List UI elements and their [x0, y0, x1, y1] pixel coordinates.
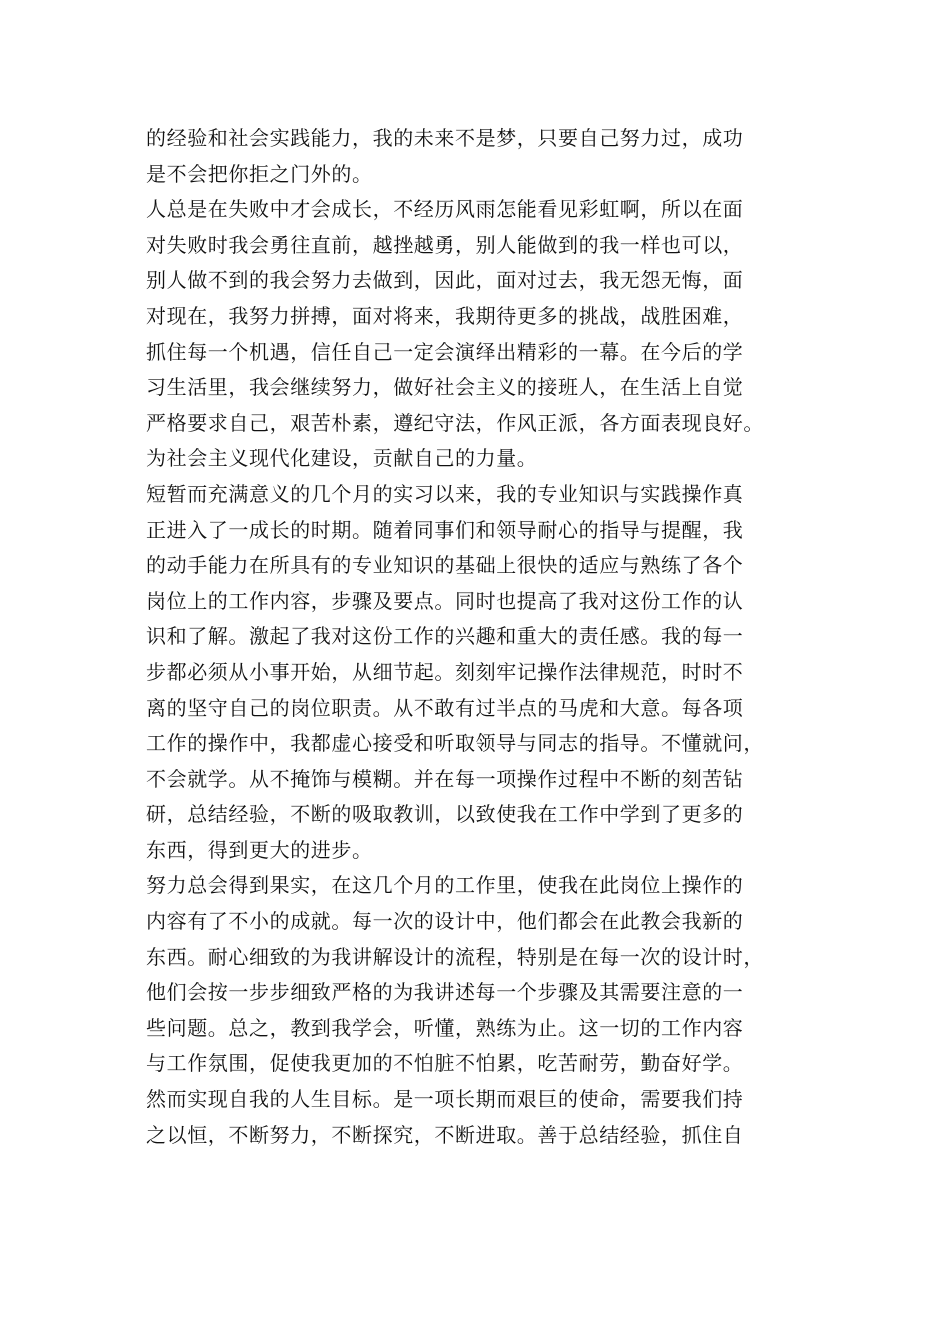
- text-line: 然而实现自我的人生目标。是一项长期而艰巨的使命，需要我们持: [146, 1087, 744, 1112]
- text-line: 对现在，我努力拼搏，面对将来，我期待更多的挑战，战胜困难，: [146, 303, 744, 328]
- text-line: 对失败时我会勇往直前，越挫越勇，别人能做到的我一样也可以，: [146, 232, 744, 257]
- text-line: 是不会把你拒之门外的。: [146, 161, 373, 186]
- text-line: 别人做不到的我会努力去做到，因此，面对过去，我无怨无悔，面: [146, 268, 744, 293]
- text-line: 工作的操作中，我都虚心接受和听取领导与同志的指导。不懂就问，: [146, 731, 764, 756]
- document-body-text: [146, 121, 818, 1153]
- text-line: 岗位上的工作内容，步骤及要点。同时也提高了我对这份工作的认: [146, 588, 744, 613]
- text-line: 内容有了不小的成就。每一次的设计中，他们都会在此教会我新的: [146, 909, 744, 934]
- text-line: 不会就学。从不掩饰与模糊。并在每一项操作过程中不断的刻苦钻: [146, 766, 744, 791]
- text-line: 之以恒，不断努力，不断探究，不断进取。善于总结经验，抓住自: [146, 1122, 744, 1147]
- text-line: 短暂而充满意义的几个月的实习以来，我的专业知识与实践操作真: [146, 481, 744, 506]
- text-line: 人总是在失败中才会成长，不经历风雨怎能看见彩虹啊，所以在面: [146, 197, 744, 222]
- text-line: 抓住每一个机遇，信任自己一定会演绎出精彩的一幕。在今后的学: [146, 339, 744, 364]
- text-line: 习生活里，我会继续努力，做好社会主义的接班人，在生活上自觉: [146, 375, 744, 400]
- text-line: 离的坚守自己的岗位职责。从不敢有过半点的马虎和大意。每各项: [146, 695, 744, 720]
- text-line: 他们会按一步步细致严格的为我讲述每一个步骤及其需要注意的一: [146, 980, 744, 1005]
- text-line: 些问题。总之，教到我学会，听懂，熟练为止。这一切的工作内容: [146, 1015, 744, 1040]
- text-line: 与工作氛围，促使我更加的不怕脏不怕累，吃苦耐劳，勤奋好学。: [146, 1051, 744, 1076]
- text-line: 东西，得到更大的进步。: [146, 837, 373, 862]
- text-line: 的动手能力在所具有的专业知识的基础上很快的适应与熟练了各个: [146, 553, 744, 578]
- text-line: 正进入了一成长的时期。随着同事们和领导耐心的指导与提醒，我: [146, 517, 744, 542]
- text-line: 步都必须从小事开始，从细节起。刻刻牢记操作法律规范，时时不: [146, 659, 744, 684]
- text-line: 东西。耐心细致的为我讲解设计的流程，特别是在每一次的设计时，: [146, 944, 764, 969]
- text-line: 的经验和社会实践能力，我的未来不是梦，只要自己努力过，成功: [146, 126, 744, 150]
- text-line: 严格要求自己，艰苦朴素，遵纪守法，作风正派，各方面表现良好。: [146, 410, 764, 435]
- text-line: 识和了解。激起了我对这份工作的兴趣和重大的责任感。我的每一: [146, 624, 744, 649]
- text-line: 努力总会得到果实，在这几个月的工作里，使我在此岗位上操作的: [146, 873, 744, 898]
- text-line: 为社会主义现代化建设，贡献自己的力量。: [146, 446, 538, 471]
- text-line: 研，总结经验，不断的吸取教训，以致使我在工作中学到了更多的: [146, 802, 744, 827]
